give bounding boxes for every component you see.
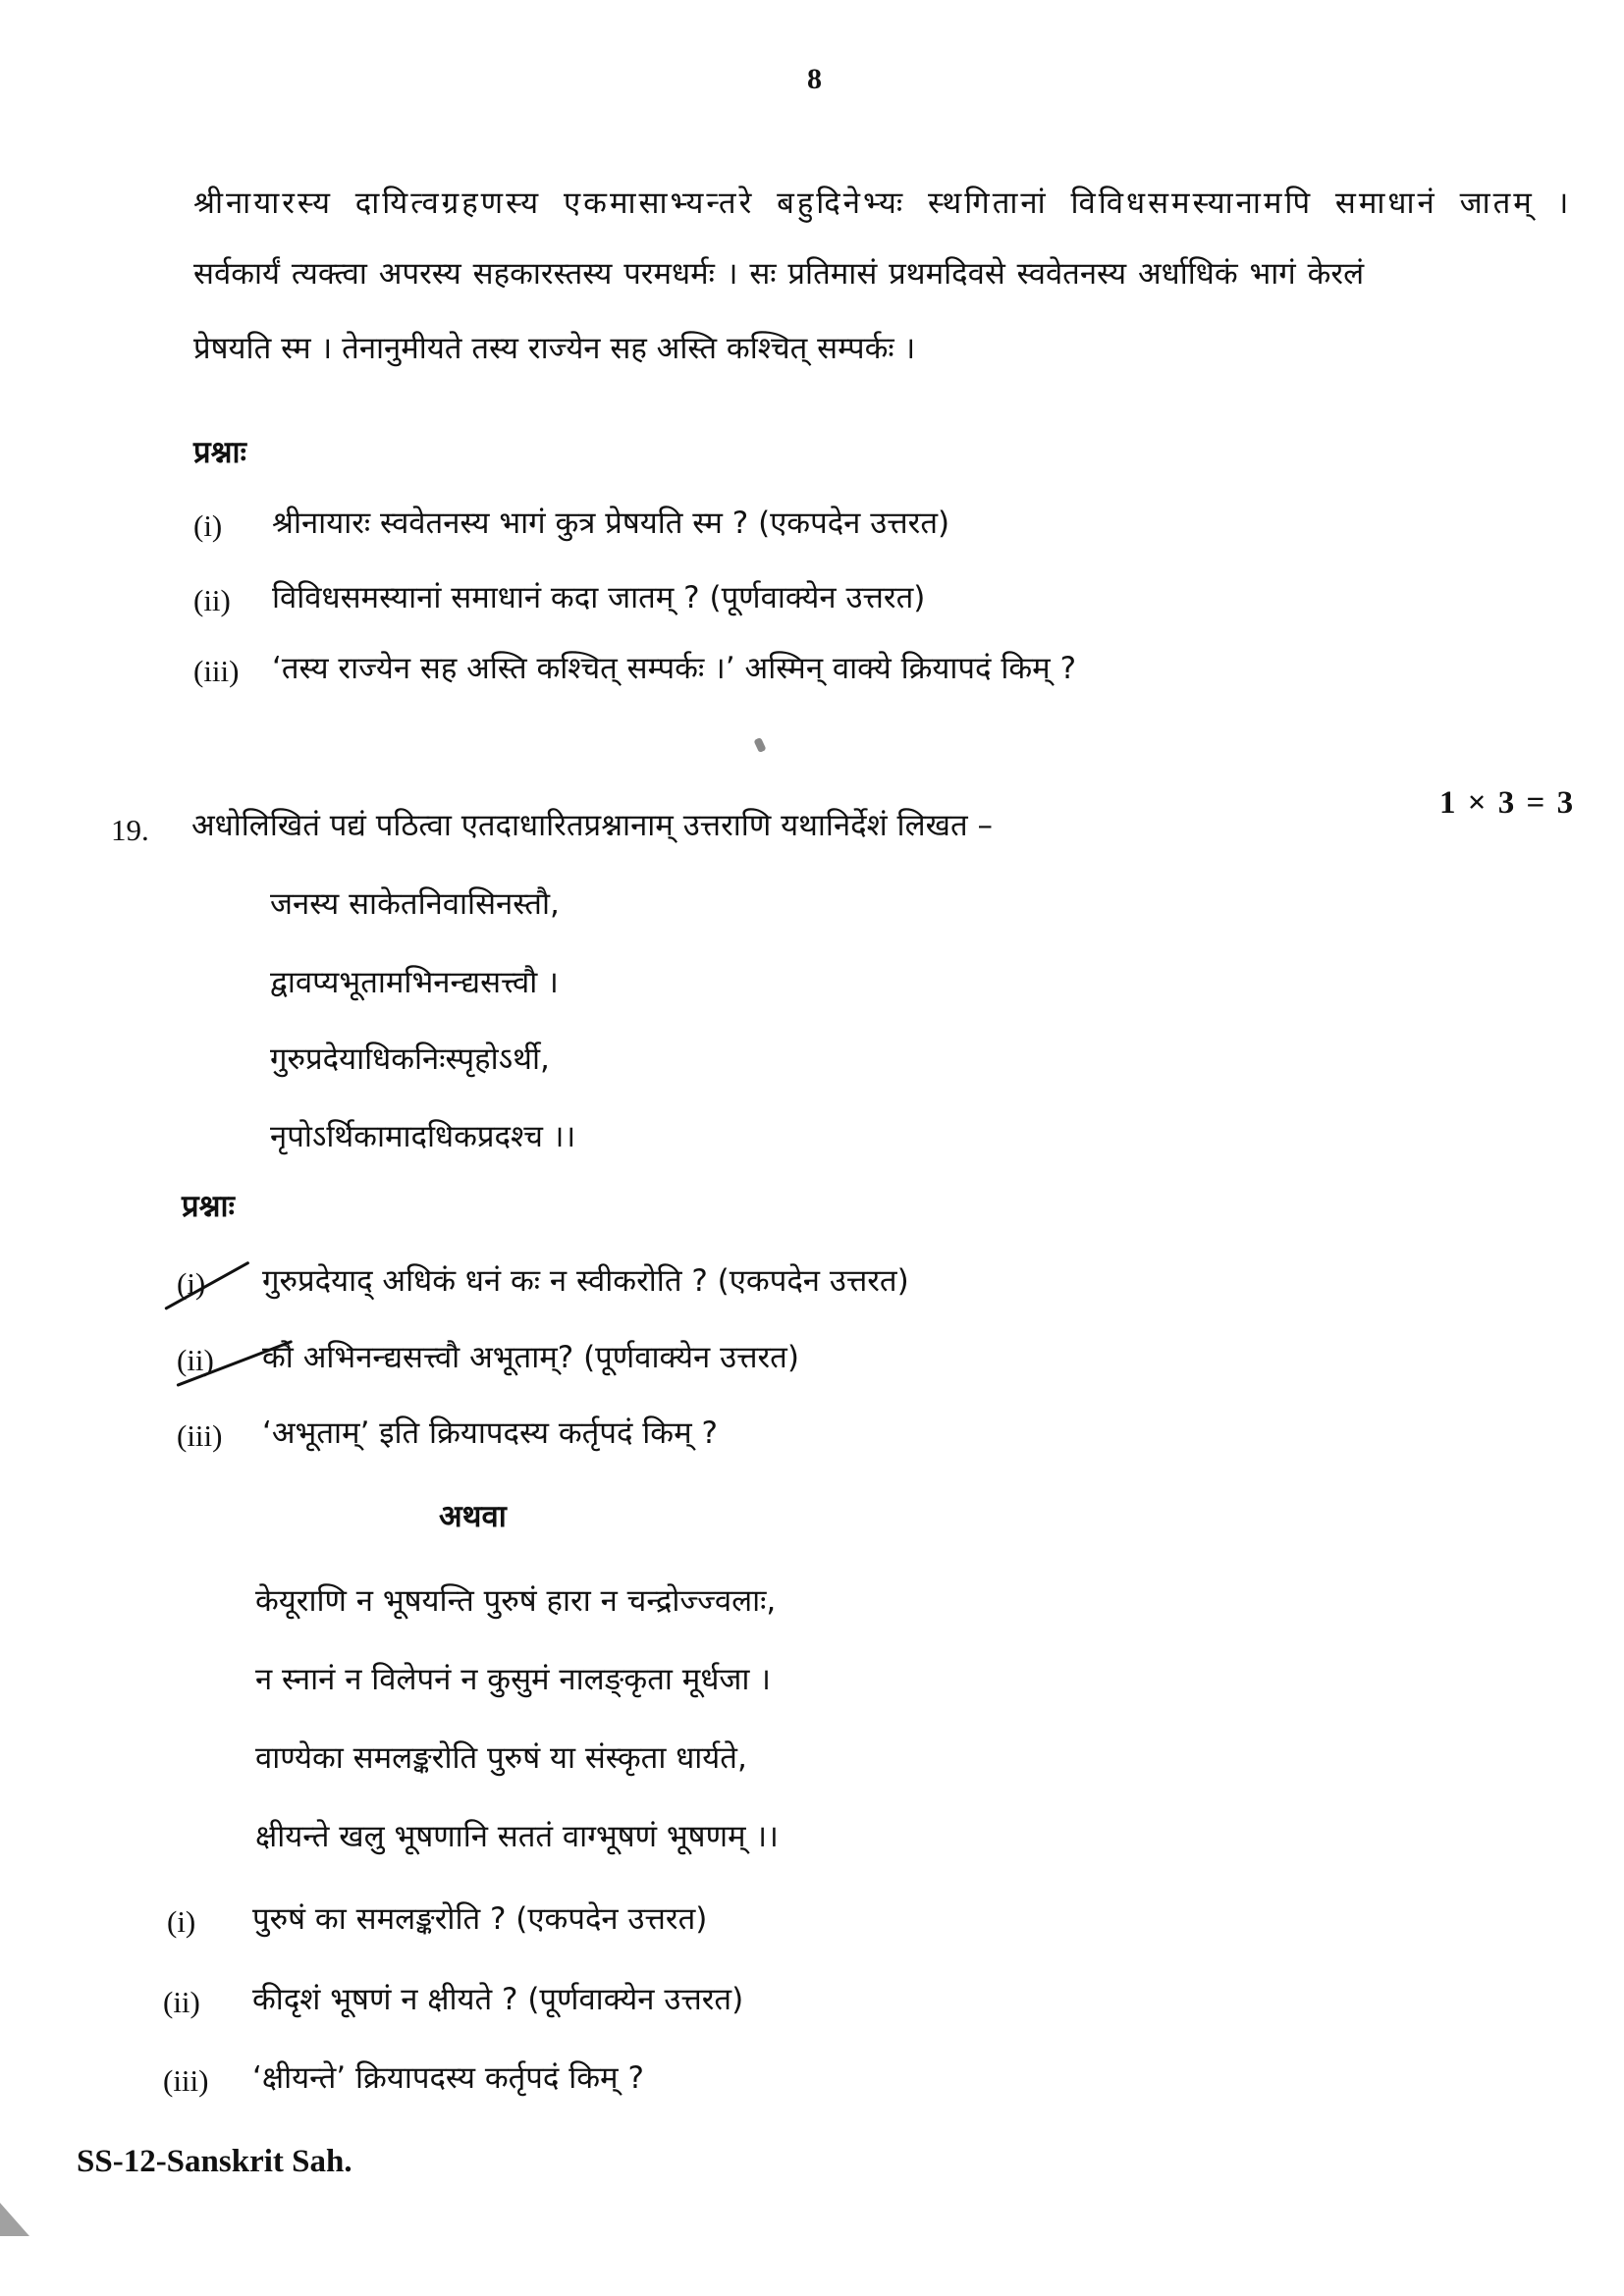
marks-allocation: 1 × 3 = 3 [1439,785,1576,821]
question-text: ‘क्षीयन्ते’ क्रियापदस्य कर्तृपदं किम् ? [252,2060,644,2096]
question-label: (i) [167,1904,196,1939]
question-label: (ii) [177,1343,214,1377]
scan-corner-shadow [0,2203,29,2236]
question-text: पुरुषं का समलङ्करोति ? (एकपदेन उत्तरत) [252,1901,708,1937]
question-label: (i) [177,1266,206,1301]
passage-line: प्रेषयति स्म । तेनानुमीयते तस्य राज्येन सह अस्ति कश्चित् सम्पर्कः । [193,331,916,366]
page-number: 8 [807,63,822,95]
verse-line: गुरुप्रदेयाधिकनिःस्पृहोऽर्थी, [270,1041,550,1077]
question-number: 19. [111,813,149,847]
paper-code-footer: SS-12-Sanskrit Sah. [77,2144,352,2179]
verse-line: क्षीयन्ते खलु भूषणानि सततं वाग्भूषणं भूषणम् ।। [255,1819,779,1854]
question-label: (iii) [193,654,240,688]
or-label: अथवा [439,1499,507,1534]
question-label: (iii) [163,2063,209,2098]
question-text: कीदृशं भूषणं न क्षीयते ? (पूर्णवाक्येन उत्तरत) [252,1982,744,2017]
question-text: ‘तस्य राज्येन सह अस्ति कश्चित् सम्पर्कः ।’ अस्मिन् वाक्ये क्रियापदं किम् ? [272,651,1077,686]
questions-heading: प्रश्नाः [182,1189,235,1224]
verse-line: न स्नानं न विलेपनं न कुसुमं नालङ्कृता मूर्धजा । [255,1662,772,1697]
ink-speck [753,737,766,753]
question-label: (ii) [193,583,231,617]
question-label: (ii) [163,1985,200,2019]
question-text: गुरुप्रदेयाद् अधिकं धनं कः न स्वीकरोति ? (एकपदेन उत्तरत) [262,1263,909,1299]
verse-line: द्वावप्यभूतामभिनन्द्यसत्त्वौ । [270,965,559,1000]
question-label: (i) [193,508,223,543]
verse-line: जनस्य साकेतनिवासिनस्तौ, [270,886,560,922]
question-text: कौ अभिनन्द्यसत्त्वौ अभूताम्? (पूर्णवाक्येन उत्तरत) [262,1340,799,1375]
questions-heading: प्रश्नाः [193,435,246,470]
question-text: विविधसमस्यानां समाधानं कदा जातम् ? (पूर्णवाक्येन उत्तरत) [272,580,926,615]
question-instruction: अधोलिखितं पद्यं पठित्वा एतदाधारितप्रश्नानाम् उत्तराणि यथानिर्देशं लिखत – [191,808,993,843]
question-label: (iii) [177,1418,223,1453]
question-text: श्रीनायारः स्ववेतनस्य भागं कुत्र प्रेषयति स्म ? (एकपदेन उत्तरत) [272,506,950,541]
verse-line: नृपोऽर्थिकामादधिकप्रदश्च ।। [270,1119,576,1154]
verse-line: केयूराणि न भूषयन्ति पुरुषं हारा न चन्द्रोज्ज्वलाः, [255,1583,777,1619]
passage-line: श्रीनायारस्य दायित्वग्रहणस्य एकमासाभ्यन्तरे बहुदिनेभ्यः स्थगितानां विविधसमस्यानामपि समाधानं जातम् । [193,186,1572,221]
passage-line: सर्वकार्यं त्यक्त्वा अपरस्य सहकारस्तस्य परमधर्मः । सः प्रतिमासं प्रथमदिवसे स्ववेतनस्य अर्धाधिकं भागं केरलं [193,256,1365,292]
question-text: ‘अभूताम्’ इति क्रियापदस्य कर्तृपदं किम् ? [262,1415,718,1451]
verse-line: वाण्येका समलङ्करोति पुरुषं या संस्कृता धार्यते, [255,1740,747,1776]
